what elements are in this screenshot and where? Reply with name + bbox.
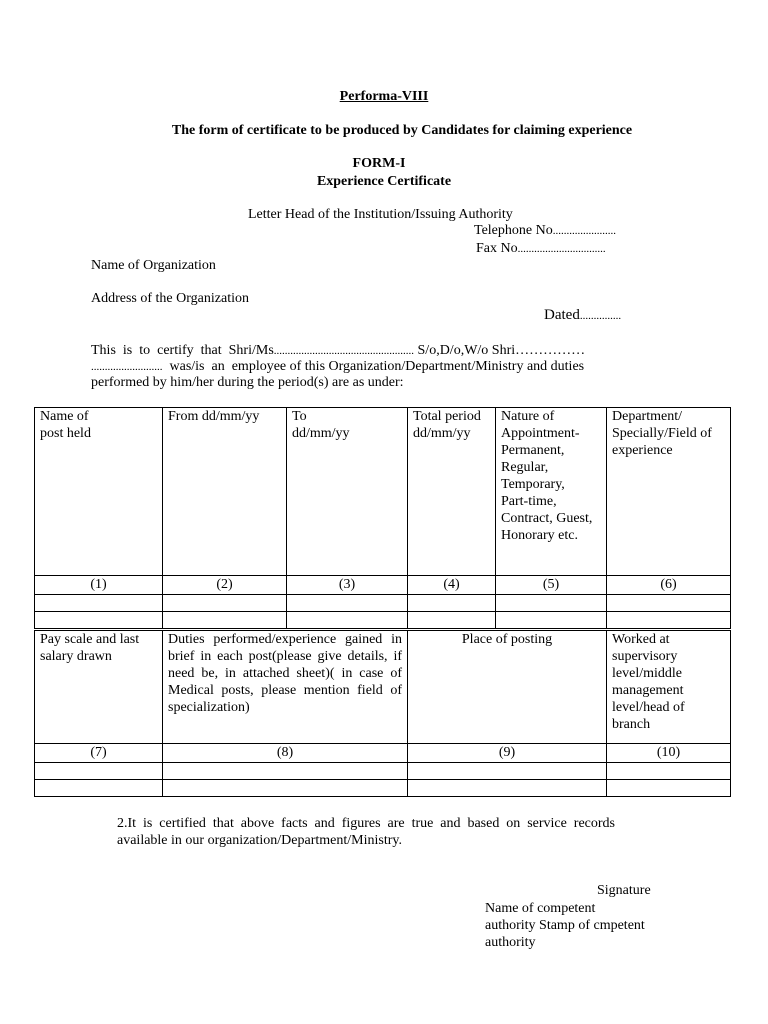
form-title: Experience Certificate <box>316 174 452 189</box>
header-supervisory-level: Worked at supervisory level/middle management level/head of branch <box>607 631 731 744</box>
competent-authority-label: Name of competent authority Stamp of cmpetent authority <box>485 901 645 950</box>
table2-header-row <box>35 631 731 744</box>
table2-number-row <box>35 744 731 763</box>
header-nature-appointment: Nature of Appointment- Permanent, Regular, Temporary, Part-time, Contract, Guest, Honorary etc. <box>496 408 607 576</box>
header-total-period: Total period dd/mm/yy <box>408 408 496 576</box>
blank-cell[interactable] <box>287 612 408 629</box>
organization-address-label: Address of the Organization <box>91 291 249 306</box>
certify-text-c: was/is an employee of this Organization/Department/Ministry and duties <box>162 359 585 374</box>
col-number-7: (7) <box>35 744 163 763</box>
col-number-6: (6) <box>607 576 731 595</box>
blank-cell[interactable] <box>496 595 607 612</box>
blank-cell[interactable] <box>607 595 731 612</box>
col-number-4: (4) <box>408 576 496 595</box>
table1-blank-row <box>35 612 731 629</box>
certify-line-3: performed by him/her during the period(s) are as under: <box>91 375 404 390</box>
table2-blank-row <box>35 763 731 780</box>
table1-header-row <box>35 408 731 576</box>
blank-cell[interactable] <box>408 612 496 629</box>
blank-cell[interactable] <box>287 595 408 612</box>
blank-cell[interactable] <box>163 612 287 629</box>
form-number: FORM-I <box>352 156 406 171</box>
table1-number-row <box>35 576 731 595</box>
letterhead-label: Letter Head of the Institution/Issuing Authority <box>248 207 513 222</box>
telephone-label: Telephone No <box>474 223 553 238</box>
col-number-1: (1) <box>35 576 163 595</box>
table2-blank-row <box>35 780 731 797</box>
dated-dots: ............... <box>579 310 622 322</box>
certify-relation-dots: .......................... <box>91 361 163 373</box>
fax-label: Fax No <box>476 241 518 256</box>
blank-cell[interactable] <box>607 780 731 797</box>
dated-line <box>544 307 621 325</box>
blank-cell[interactable] <box>163 763 408 780</box>
col-number-2: (2) <box>163 576 287 595</box>
blank-cell[interactable] <box>496 612 607 629</box>
blank-cell[interactable] <box>408 595 496 612</box>
table1-blank-row <box>35 595 731 612</box>
experience-table-1 <box>34 407 731 629</box>
col-number-10: (10) <box>607 744 731 763</box>
col-number-3: (3) <box>287 576 408 595</box>
header-post-held: Name of post held <box>35 408 163 576</box>
organization-name-label: Name of Organization <box>91 258 216 273</box>
form-subtitle: The form of certificate to be produced by Candidates for claiming experience <box>171 123 633 138</box>
blank-cell[interactable] <box>35 595 163 612</box>
telephone-dots: ....................... <box>552 225 616 237</box>
proforma-title: Performa-VIII <box>339 89 429 104</box>
certified-statement: 2.It is certified that above facts and figures are true and based on service records available in our organization/Department/Ministry. <box>117 816 615 848</box>
fax-line <box>476 240 606 258</box>
blank-cell[interactable] <box>607 763 731 780</box>
certify-text-b: S/o,D/o,W/o Shri…………… <box>414 343 586 358</box>
blank-cell[interactable] <box>35 780 163 797</box>
header-place-of-posting: Place of posting <box>408 631 607 744</box>
header-from-date: From dd/mm/yy <box>163 408 287 576</box>
blank-cell[interactable] <box>163 780 408 797</box>
blank-cell[interactable] <box>607 612 731 629</box>
header-to-date: To dd/mm/yy <box>287 408 408 576</box>
blank-cell[interactable] <box>163 595 287 612</box>
dated-label: Dated <box>544 307 580 323</box>
col-number-5: (5) <box>496 576 607 595</box>
header-department-field: Department/ Specially/Field of experience <box>607 408 731 576</box>
certify-name-dots: ................................................... <box>273 345 415 357</box>
telephone-line <box>474 222 616 240</box>
experience-table-2 <box>34 630 731 797</box>
fax-dots: ................................ <box>517 243 606 255</box>
signature-label: Signature <box>597 883 651 898</box>
header-duties-performed: Duties performed/experience gained in brief in each post(please give details, if need be, in attached sheet)( in case of Medical posts, please mention field of specialization) <box>163 631 408 744</box>
header-pay-scale: Pay scale and last salary drawn <box>35 631 163 744</box>
col-number-9: (9) <box>408 744 607 763</box>
blank-cell[interactable] <box>408 780 607 797</box>
blank-cell[interactable] <box>35 763 163 780</box>
col-number-8: (8) <box>163 744 408 763</box>
blank-cell[interactable] <box>35 612 163 629</box>
blank-cell[interactable] <box>408 763 607 780</box>
certify-text-a: This is to certify that Shri/Ms <box>91 343 274 358</box>
